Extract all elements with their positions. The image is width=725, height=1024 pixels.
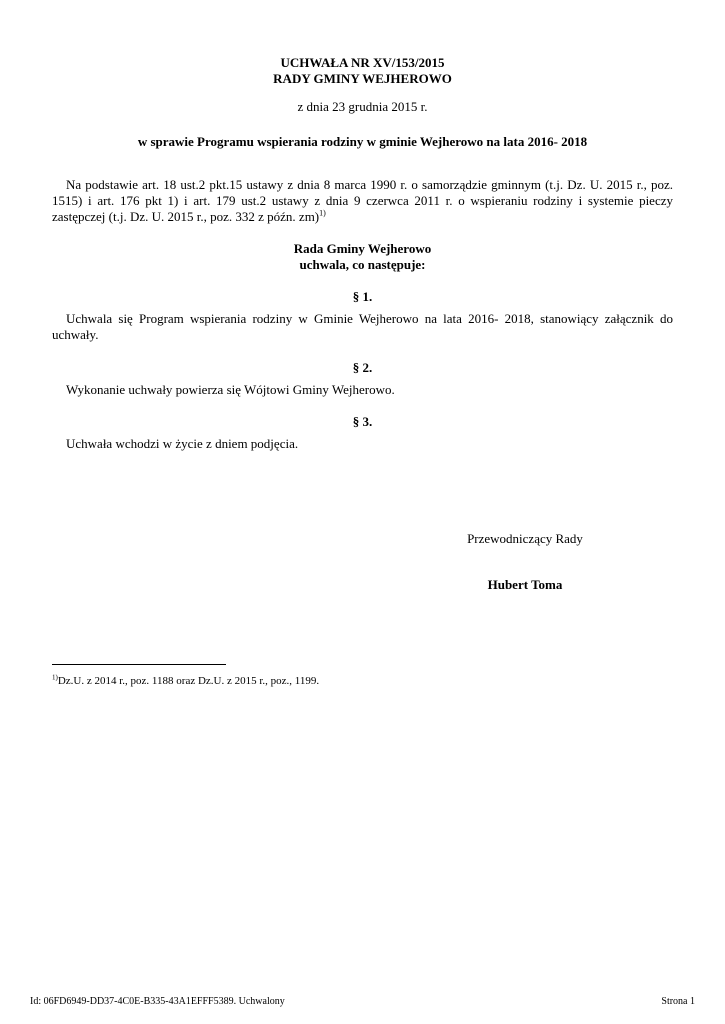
- resolution-date: z dnia 23 grudnia 2015 r.: [297, 99, 428, 114]
- title-line-2: RADY GMINY WEJHEROWO: [273, 71, 452, 86]
- title-line-1: UCHWAŁA NR XV/153/2015: [280, 55, 445, 70]
- preamble: [52, 177, 673, 225]
- resolution-subject: w sprawie Programu wspierania rodziny w gminie Wejherowo na lata 2016- 2018: [137, 134, 588, 149]
- section-1-label: § 1.: [352, 289, 373, 304]
- signature-role: Przewodniczący Rady: [467, 531, 583, 546]
- footnote-text: Dz.U. z 2014 r., poz. 1188 oraz Dz.U. z 2015 r., poz., 1199.: [57, 675, 320, 687]
- section-2-text: Wykonanie uchwały powierza się Wójtowi Gminy Wejherowo.: [66, 382, 395, 397]
- signature-name: Hubert Toma: [487, 577, 563, 592]
- section-3-text: Uchwała wchodzi w życie z dniem podjęcia.: [66, 436, 299, 451]
- footnote-marker: 1): [52, 673, 58, 682]
- resolves-heading: [52, 241, 673, 273]
- section-1-text: Uchwala się Program wspierania rodziny w Gminie Wejherowo na lata 2016- 2018, stanowiący załącznik do uchwały.: [52, 311, 673, 342]
- resolution-title: [52, 55, 673, 87]
- document-id: Id: 06FD6949-DD37-4C0E-B335-43A1EFFF5389. Uchwalony: [30, 996, 285, 1007]
- page-number: Strona 1: [661, 996, 695, 1007]
- preamble-text: Na podstawie art. 18 ust.2 pkt.15 ustawy z dnia 8 marca 1990 r. o samorządzie gminnym (t.j. Dz. U. 2015 r., poz. 1515) i art. 176 pkt 1) i art. 179 ust.2 ustawy z dnia 9 czerwca 2011 r. o wspieraniu rodziny i systemie pieczy zastępczej (t.j. Dz. U. 2015 r., poz. 332 z późn. zm): [52, 177, 673, 224]
- resolves-line-2: uchwala, co następuje:: [299, 257, 426, 272]
- footnote-separator: [52, 664, 226, 665]
- section-3-label: § 3.: [352, 414, 373, 429]
- footnote-ref: 1): [319, 208, 326, 218]
- section-2-label: § 2.: [352, 360, 373, 375]
- footnote: [52, 674, 319, 688]
- resolves-line-1: Rada Gminy Wejherowo: [293, 241, 432, 256]
